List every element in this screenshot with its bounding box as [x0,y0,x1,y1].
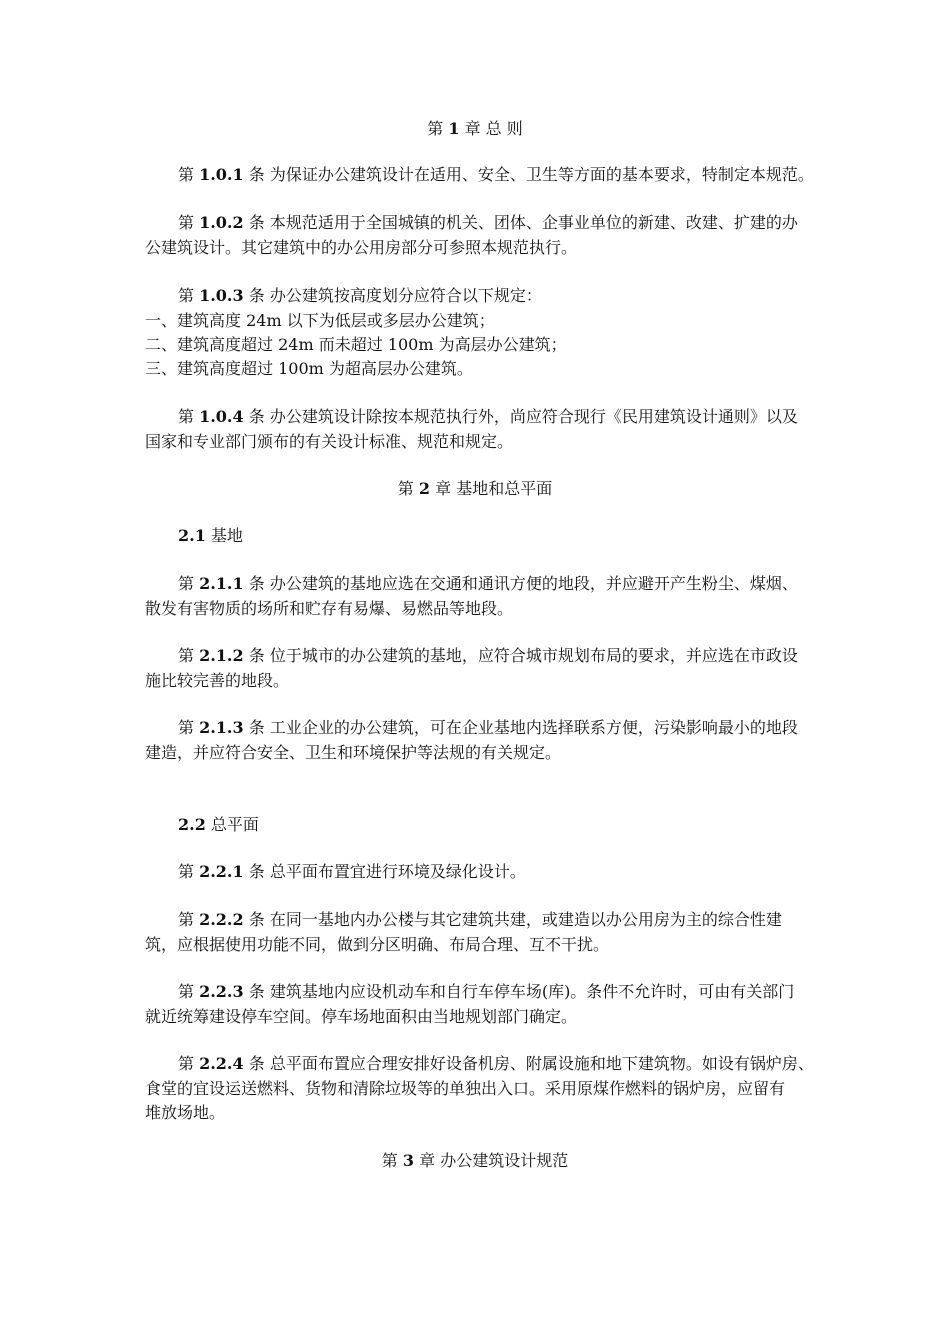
article-number: 2.1.3 [199,718,244,737]
chapter-number: 3 [402,1151,415,1170]
article-number: 2.2.1 [199,862,244,881]
article-2-2-1-line-1 [0,860,950,884]
article-suffix: 条 [243,862,265,881]
article-prefix: 第 [178,718,200,737]
article-1-0-3-item-2: 二、建筑高度超过 24m 而未超过 100m 为高层办公建筑； [145,335,567,354]
chapter-title: 章 办公建筑设计规范 [414,1151,569,1170]
article-text: 总平面布置应合理安排好设备机房、附属设施和地下建筑物。如设有锅炉房、 [264,1054,814,1073]
article-text: 本规范适用于全国城镇的机关、团体、企事业单位的新建、改建、扩建的办 [264,213,798,232]
article-text: 办公建筑按高度划分应符合以下规定： [264,286,542,305]
chapter-prefix: 第 [381,1151,403,1170]
article-suffix: 条 [243,718,265,737]
chapter-prefix: 第 [397,479,419,498]
chapter-number: 2 [418,479,431,498]
article-number: 1.0.1 [199,165,244,184]
article-2-1-3-line-1 [0,716,950,740]
article-number: 2.2.2 [199,910,244,929]
article-1-0-4-line-2: 国家和专业部门颁布的有关设计标准、规范和规定。 [145,432,514,451]
article-number: 2.1.1 [199,574,244,593]
article-suffix: 条 [243,910,265,929]
article-text: 为保证办公建筑设计在适用、安全、卫生等方面的基本要求，特制定本规范。 [264,165,814,184]
article-suffix: 条 [243,213,265,232]
section-title: 总平面 [205,815,259,834]
article-number: 2.2.3 [199,982,244,1001]
article-prefix: 第 [178,574,200,593]
article-text: 在同一基地内办公楼与其它建筑共建，或建造以办公用房为主的综合性建 [264,910,782,929]
article-2-2-3-line-1 [0,980,950,1004]
article-2-1-3-line-2: 建造，并应符合安全、卫生和环境保护等法规的有关规定。 [145,743,562,762]
article-number: 1.0.2 [199,213,244,232]
article-prefix: 第 [178,407,200,426]
section-2-2-heading [0,813,950,837]
article-2-1-1-line-1 [0,572,950,596]
chapter-title: 章 总 则 [459,119,523,138]
article-1-0-3-line-1 [0,284,950,308]
article-1-0-3-item-3: 三、建筑高度超过 100m 为超高层办公建筑。 [145,359,473,378]
section-number: 2.2 [178,815,206,834]
article-text: 办公建筑设计除按本规范执行外，尚应符合现行《民用建筑设计通则》以及 [264,407,798,426]
article-1-0-1-line-1 [0,163,950,187]
article-2-1-2-line-2: 施比较完善的地段。 [145,671,290,690]
article-2-1-2-line-1 [0,644,950,668]
article-2-2-2-line-2: 筑，应根据使用功能不同，做到分区明确、布局合理、互不干扰。 [145,935,610,954]
article-number: 2.2.4 [199,1054,244,1073]
article-number: 1.0.3 [199,286,244,305]
article-1-0-4-line-1 [0,405,950,429]
article-suffix: 条 [243,982,265,1001]
article-text: 建筑基地内应设机动车和自行车停车场(库)。条件不允许时，可由有关部门 [264,982,795,1001]
article-1-0-2-line-1 [0,211,950,235]
article-text: 工业企业的办公建筑，可在企业基地内选择联系方便，污染影响最小的地段 [264,718,798,737]
section-number: 2.1 [178,526,206,545]
chapter-prefix: 第 [427,119,449,138]
article-2-2-4-line-1 [0,1052,950,1076]
article-1-0-3-item-1: 一、建筑高度 24m 以下为低层或多层办公建筑； [145,311,495,330]
article-number: 1.0.4 [199,407,244,426]
article-suffix: 条 [243,407,265,426]
article-suffix: 条 [243,646,265,665]
article-text: 位于城市的办公建筑的基地，应符合城市规划布局的要求，并应选在市政设 [264,646,798,665]
article-1-0-2-line-2: 公建筑设计。其它建筑中的办公用房部分可参照本规范执行。 [145,238,578,257]
article-text: 办公建筑的基地应选在交通和通讯方便的地段，并应避开产生粉尘、煤烟、 [264,574,798,593]
article-prefix: 第 [178,646,200,665]
chapter-3-heading [0,1149,950,1173]
article-suffix: 条 [243,286,265,305]
article-2-2-3-line-2: 就近统筹建设停车空间。停车场地面积由当地规划部门确定。 [145,1007,578,1026]
article-prefix: 第 [178,165,200,184]
article-prefix: 第 [178,286,200,305]
section-2-1-heading [0,524,950,548]
article-2-2-4-line-2: 食堂的宜设运送燃料、货物和清除垃圾等的单独出入口。采用原煤作燃料的锅炉房，应留有 [145,1079,786,1098]
chapter-title: 章 基地和总平面 [430,479,553,498]
article-suffix: 条 [243,165,265,184]
article-prefix: 第 [178,982,200,1001]
article-suffix: 条 [243,574,265,593]
article-prefix: 第 [178,213,200,232]
article-prefix: 第 [178,1054,200,1073]
article-text: 总平面布置宜进行环境及绿化设计。 [264,862,526,881]
article-2-1-1-line-2: 散发有害物质的场所和贮存有易爆、易燃品等地段。 [145,599,514,618]
article-prefix: 第 [178,910,200,929]
article-prefix: 第 [178,862,200,881]
article-2-2-2-line-1 [0,908,950,932]
article-suffix: 条 [243,1054,265,1073]
chapter-number: 1 [448,119,460,138]
article-number: 2.1.2 [199,646,244,665]
article-2-2-4-line-3: 堆放场地。 [145,1103,226,1122]
chapter-2-heading [0,477,950,501]
section-title: 基地 [205,526,243,545]
chapter-1-heading [0,117,950,141]
